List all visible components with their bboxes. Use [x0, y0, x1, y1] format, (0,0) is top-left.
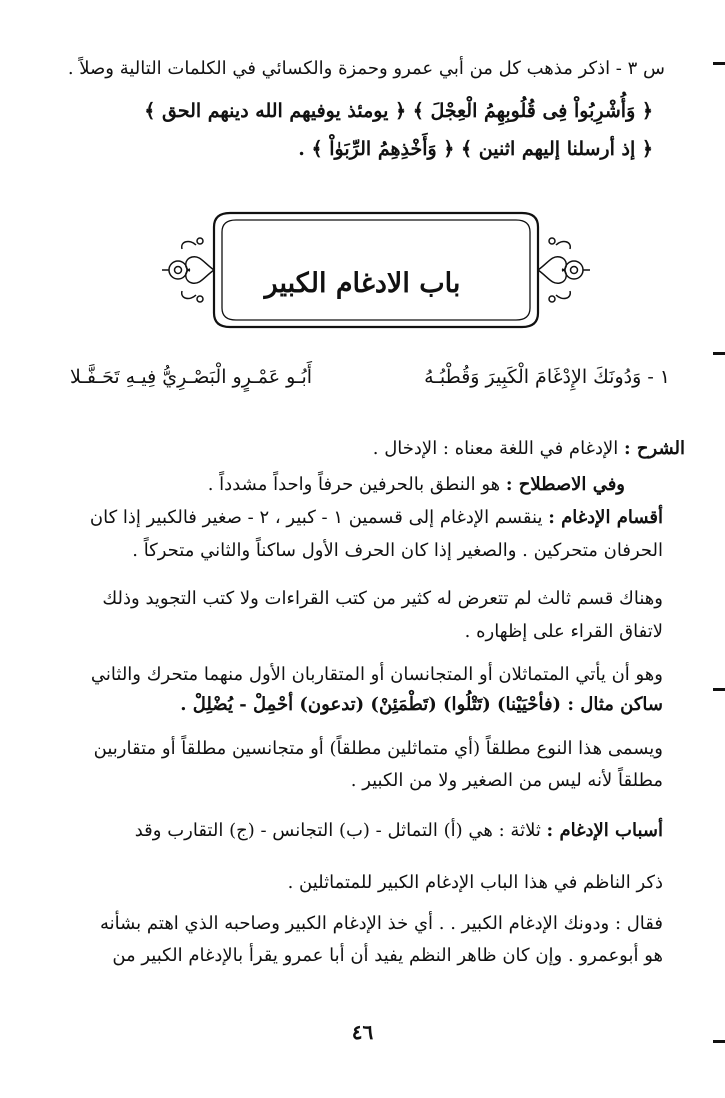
chapter-title: باب الادغام الكبير	[264, 268, 461, 299]
verse-first-hemistich: ١ - وَدُونَكَ الإِدْغَامَ الْكَبِيرَ وَقُطْبُـهُ	[424, 366, 670, 388]
body-text: هو أبوعمرو . وإن كان ظاهر النظم يفيد أن أبا عمرو يقرأ بالإدغام الكبير من	[112, 945, 663, 966]
body-text: ويسمى هذا النوع مطلقاً (أي متماثلين مطلقاً) أو متجانسين مطلقاً أو متقاربين	[93, 738, 663, 759]
body-text: ذكر الناظم في هذا الباب الإدغام الكبير للمتماثلين .	[287, 872, 663, 893]
question-line-3: ﴿ إذ أرسلنا إليهم اثنين ﴾ ﴿ وَأَخْذِهِمُ الرِّبَوٰاْ ﴾ .	[298, 138, 653, 160]
body-term: أقسام الإدغام :	[548, 507, 663, 528]
body-text: ساكن مثال : (فأحْيَيْنا) (تَتْلُوا) (تَطْمَئِنْ) (تدعون) أحْمِلْ - يُضْلِلْ .	[180, 694, 663, 715]
question-line-2: ﴿ وَأُشْرِبُواْ فِى قُلُوبِهِمُ الْعِجْلَ ﴾ ﴿ يومئذ يوفيهم الله دينهم الحق ﴾	[144, 100, 653, 122]
body-line	[55, 694, 663, 715]
body-line	[55, 820, 663, 841]
body-line	[55, 588, 663, 609]
page-number: ٤٦	[351, 1020, 374, 1044]
body-line	[55, 540, 663, 561]
body-text: الحرفان متحركين . والصغير إذا كان الحرف الأول ساكناً والثاني متحركاً .	[132, 540, 663, 561]
body-line	[55, 770, 663, 791]
body-text: الإدغام في اللغة معناه : الإدخال .	[372, 438, 624, 459]
body-line	[55, 738, 663, 759]
question-line-1: س ٣ - اذكر مذهب كل من أبي عمرو وحمزة والكسائي في الكلمات التالية وصلاً .	[67, 58, 665, 79]
body-text: لاتفاق القراء على إظهاره .	[464, 621, 663, 642]
body-text: مطلقاً لأنه ليس من الصغير ولا من الكبير .	[350, 770, 663, 791]
scan-edge-mark	[713, 688, 725, 691]
body-line	[55, 945, 663, 966]
body-text: وهو أن يأتي المتماثلان أو المتجانسان أو المتقاربان الأول منهما متحرك والثاني	[90, 664, 663, 685]
body-text: فقال : ودونك الإدغام الكبير . . أي خذ الإدغام الكبير وصاحبه الذي اهتم بشأنه	[99, 913, 663, 934]
body-term: أسباب الإدغام :	[546, 820, 663, 841]
verse-second-hemistich: أَبُـو عَمْـرٍو الْبَصْـرِيُّ فِيـهِ تَحَـفَّـلا	[70, 366, 313, 388]
scan-edge-mark	[713, 352, 725, 355]
scan-edge-mark	[713, 62, 725, 65]
body-term: وفي الاصطلاح :	[505, 474, 625, 495]
body-term: الشرح :	[623, 438, 685, 459]
body-text: ثلاثة : هي (أ) التماثل - (ب) التجانس - (ج) التقارب وقد	[134, 820, 547, 841]
body-line	[55, 913, 663, 934]
poem-verse	[70, 366, 670, 400]
body-text: وهناك قسم ثالث لم تتعرض له كثير من كتب القراءات ولا كتب التجويد وذلك	[102, 588, 663, 609]
body-line	[55, 507, 663, 528]
body-text: ينقسم الإدغام إلى قسمين ١ - كبير ، ٢ - صغير فالكبير إذا كان	[89, 507, 549, 528]
body-text: هو النطق بالحرفين حرفاً واحداً مشدداً .	[207, 474, 506, 495]
body-line	[55, 621, 663, 642]
body-line	[55, 664, 663, 685]
body-line	[55, 872, 663, 893]
body-line	[55, 438, 685, 459]
body-line	[55, 474, 625, 495]
